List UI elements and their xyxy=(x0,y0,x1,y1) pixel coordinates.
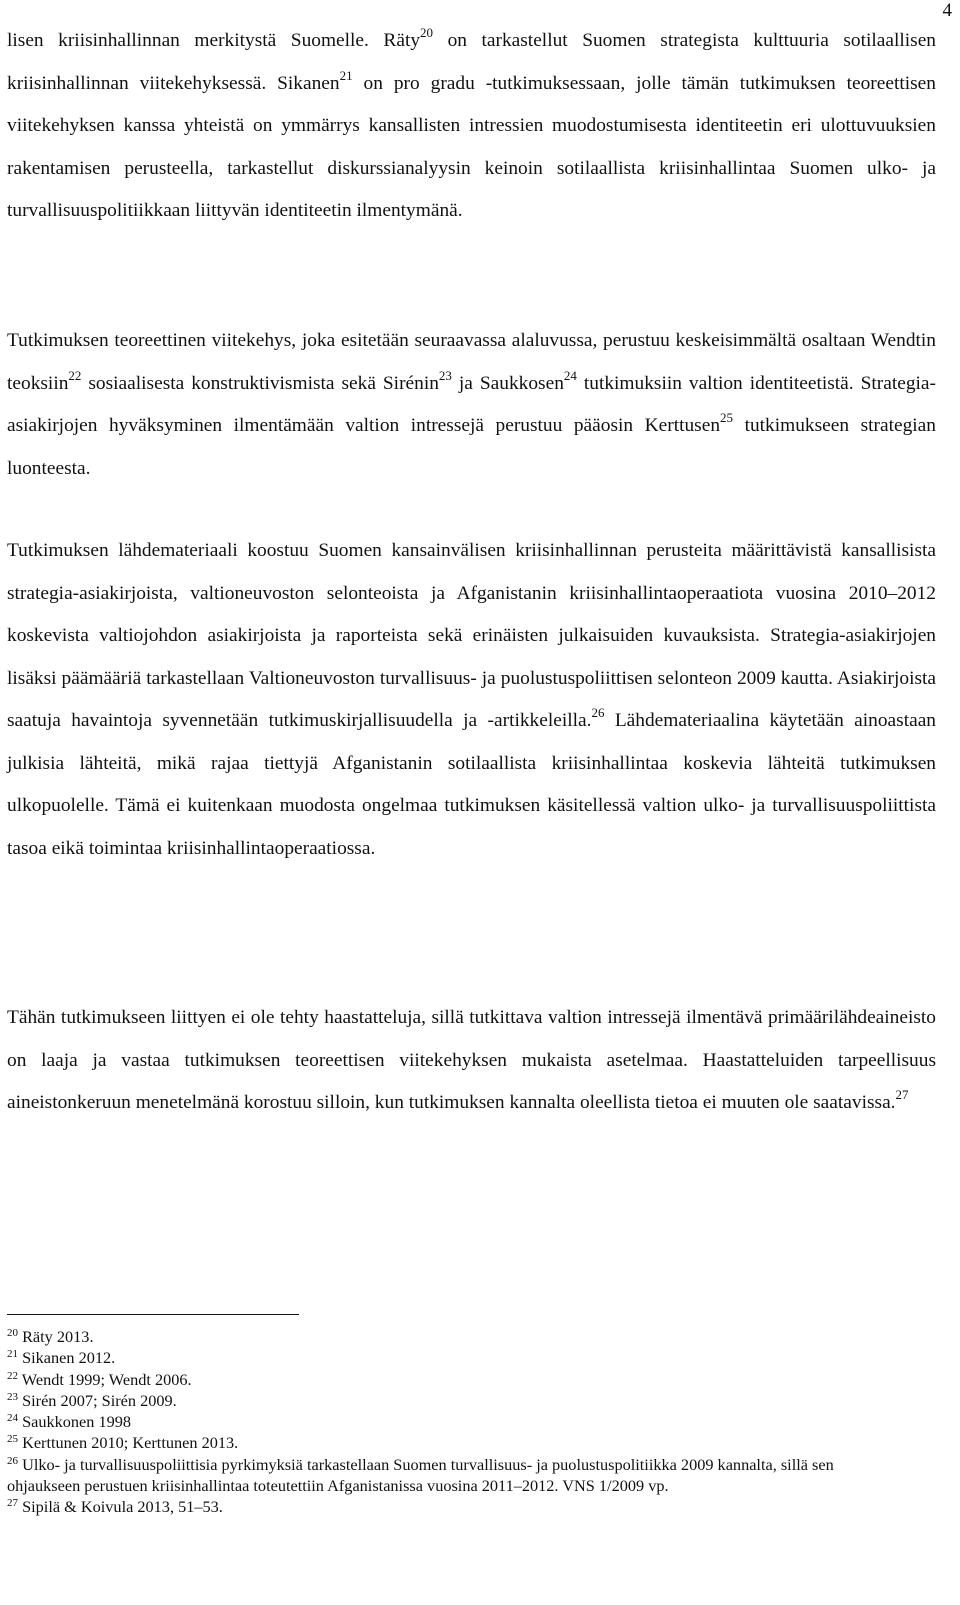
footnote-ref-20[interactable]: 20 xyxy=(420,25,434,40)
text-run: Tähän tutkimukseen liittyen ei ole tehty haastatteluja, sillä tutkittava valtion intressejä ilmentävä primäärilähdeaineisto on laaja ja vastaa tutkimuksen teoreettisen viitekehyksen mukaista asetelmaa. Haastatteluiden tarpeellisuus aineistonkeruun menetelmänä korostuu silloin, kun tutkimuksen kannalta oleellista tietoa ei muuten ole saatavissa. xyxy=(7,1007,936,1113)
footnote-ref-25[interactable]: 25 xyxy=(720,410,734,425)
footnote-text: Räty 2013. xyxy=(18,1327,94,1346)
footnote-number: 26 xyxy=(7,1454,18,1467)
footnote-text: Sipilä & Koivula 2013, 51–53. xyxy=(18,1497,223,1517)
footnote-number: 23 xyxy=(7,1390,18,1403)
footnote-ref-27[interactable]: 27 xyxy=(895,1087,909,1102)
paragraph-4-text xyxy=(7,997,936,1125)
footnote-24 xyxy=(7,1411,907,1432)
paragraph-2 xyxy=(7,320,936,490)
footnote-23 xyxy=(7,1390,907,1411)
text-run: tutkimukseen strategian luonteesta. xyxy=(7,415,936,479)
footnote-number: 24 xyxy=(7,1412,18,1425)
footnote-number: 25 xyxy=(7,1433,18,1446)
footnote-number: 22 xyxy=(7,1369,18,1382)
text-run: ja Saukkosen xyxy=(451,372,564,394)
footnote-21 xyxy=(7,1347,907,1368)
paragraph-1-text xyxy=(7,20,936,233)
footnotes xyxy=(7,1326,907,1518)
text-run: on tarkastellut Suomen strategista kulttuuria sotilaallisen kriisinhallinnan viitekehyksessä. Sikanen xyxy=(7,30,936,94)
footnote-text: Ulko- ja turvallisuuspoliittisia pyrkimyksiä tarkastellaan Suomen turvallisuus- ja puolustuspolitiikka 2009 kannalta, sillä sen ohjaukseen perustuen kriisinhallintaa toteutettiin Afganistanissa vuosina 2011–2012. VNS 1/2009 vp. xyxy=(7,1454,834,1496)
footnote-ref-23[interactable]: 23 xyxy=(438,367,452,383)
text-run: Tutkimuksen lähdemateriaali koostuu Suomen kansainvälisen kriisinhallinnan perusteita määrittävistä kansallisista strategia-asiakirjoista, valtioneuvoston selonteoista ja Afganistanin kriisinhallintaoperaatiota vuosina 2010–2012 koskevista valtiojohdon asiakirjoista ja raporteista sekä erinäisten julkaisuiden kuvauksista. Strategia-asiakirjojen lisäksi päämääriä tarkastellaan Valtioneuvoston turvallisuus- ja puolustuspoliittisen selonteon 2009 kautta. Asiakirjoista saatuja havaintoja syvennetään tutkimuskirjallisuudella ja -artikkeleilla. xyxy=(7,540,936,731)
footnote-ref-21[interactable]: 21 xyxy=(339,67,353,83)
paragraph-3-text xyxy=(7,530,936,870)
footnote-ref-26[interactable]: 26 xyxy=(591,705,605,720)
page-number: 4 xyxy=(942,0,952,21)
footnote-number: 21 xyxy=(7,1348,18,1361)
footnote-22 xyxy=(7,1369,907,1390)
footnote-text: Wendt 1999; Wendt 2006. xyxy=(18,1369,192,1389)
footnote-ref-24[interactable]: 24 xyxy=(563,367,577,383)
text-run: tutkimuksiin valtion identiteetistä. Strategia-asiakirjojen hyväksyminen ilmentämään valtion intressejä perustuu pääosin Kerttusen xyxy=(7,372,936,436)
footnote-text: Sikanen 2012. xyxy=(18,1348,116,1368)
footnote-separator xyxy=(7,1314,299,1315)
text-run: Tutkimuksen teoreettinen viitekehys, joka esitetään seuraavassa alaluvussa, perustuu keskeisimmältä osaltaan Wendtin teoksiin xyxy=(7,330,936,394)
paragraph-3 xyxy=(7,530,936,870)
footnote-25 xyxy=(7,1432,907,1453)
footnote-number: 27 xyxy=(7,1497,18,1510)
text-run: lisen kriisinhallinnan merkitystä Suomelle. Räty xyxy=(7,30,421,51)
footnote-text: Saukkonen 1998 xyxy=(18,1412,132,1432)
text-run: Lähdemateriaalina käytetään ainoastaan julkisia lähteitä, mikä rajaa tiettyjä Afganistanin sotilaallista kriisinhallintaa koskevia lähteitä tutkimuksen ulkopuolelle. Tämä ei kuitenkaan muodosta ongelmaa tutkimuksen käsitellessä valtion ulko- ja turvallisuuspoliittista tasoa eikä toimintaa kriisinhallintaoperaatiossa. xyxy=(7,710,936,859)
footnote-text: Kerttunen 2010; Kerttunen 2013. xyxy=(18,1433,239,1453)
footnote-27 xyxy=(7,1496,907,1517)
footnote-text: Sirén 2007; Sirén 2009. xyxy=(18,1390,177,1410)
footnote-number: 20 xyxy=(7,1327,18,1339)
footnote-20 xyxy=(7,1326,907,1347)
paragraph-4 xyxy=(7,997,936,1125)
footnote-ref-22[interactable]: 22 xyxy=(68,367,82,383)
paragraph-1 xyxy=(7,20,936,233)
text-run: sosiaalisesta konstruktivismista sekä Sirénin xyxy=(81,372,439,394)
footnote-26 xyxy=(7,1454,907,1497)
text-run: on pro gradu -tutkimuksessaan, jolle tämän tutkimuksen teoreettisen viitekehyksen kanssa yhteistä on ymmärrys kansallisten intressien muodostumisesta identiteetin eri ulottuvuuksien rakentamisen perusteella, tarkastellut diskurssianalyysin keinoin sotilaallista kriisinhallintaa Suomen ulko- ja turvallisuuspolitiikkaan liittyvän identiteetin ilmentymänä. xyxy=(7,72,936,221)
paragraph-2-text xyxy=(7,320,936,490)
